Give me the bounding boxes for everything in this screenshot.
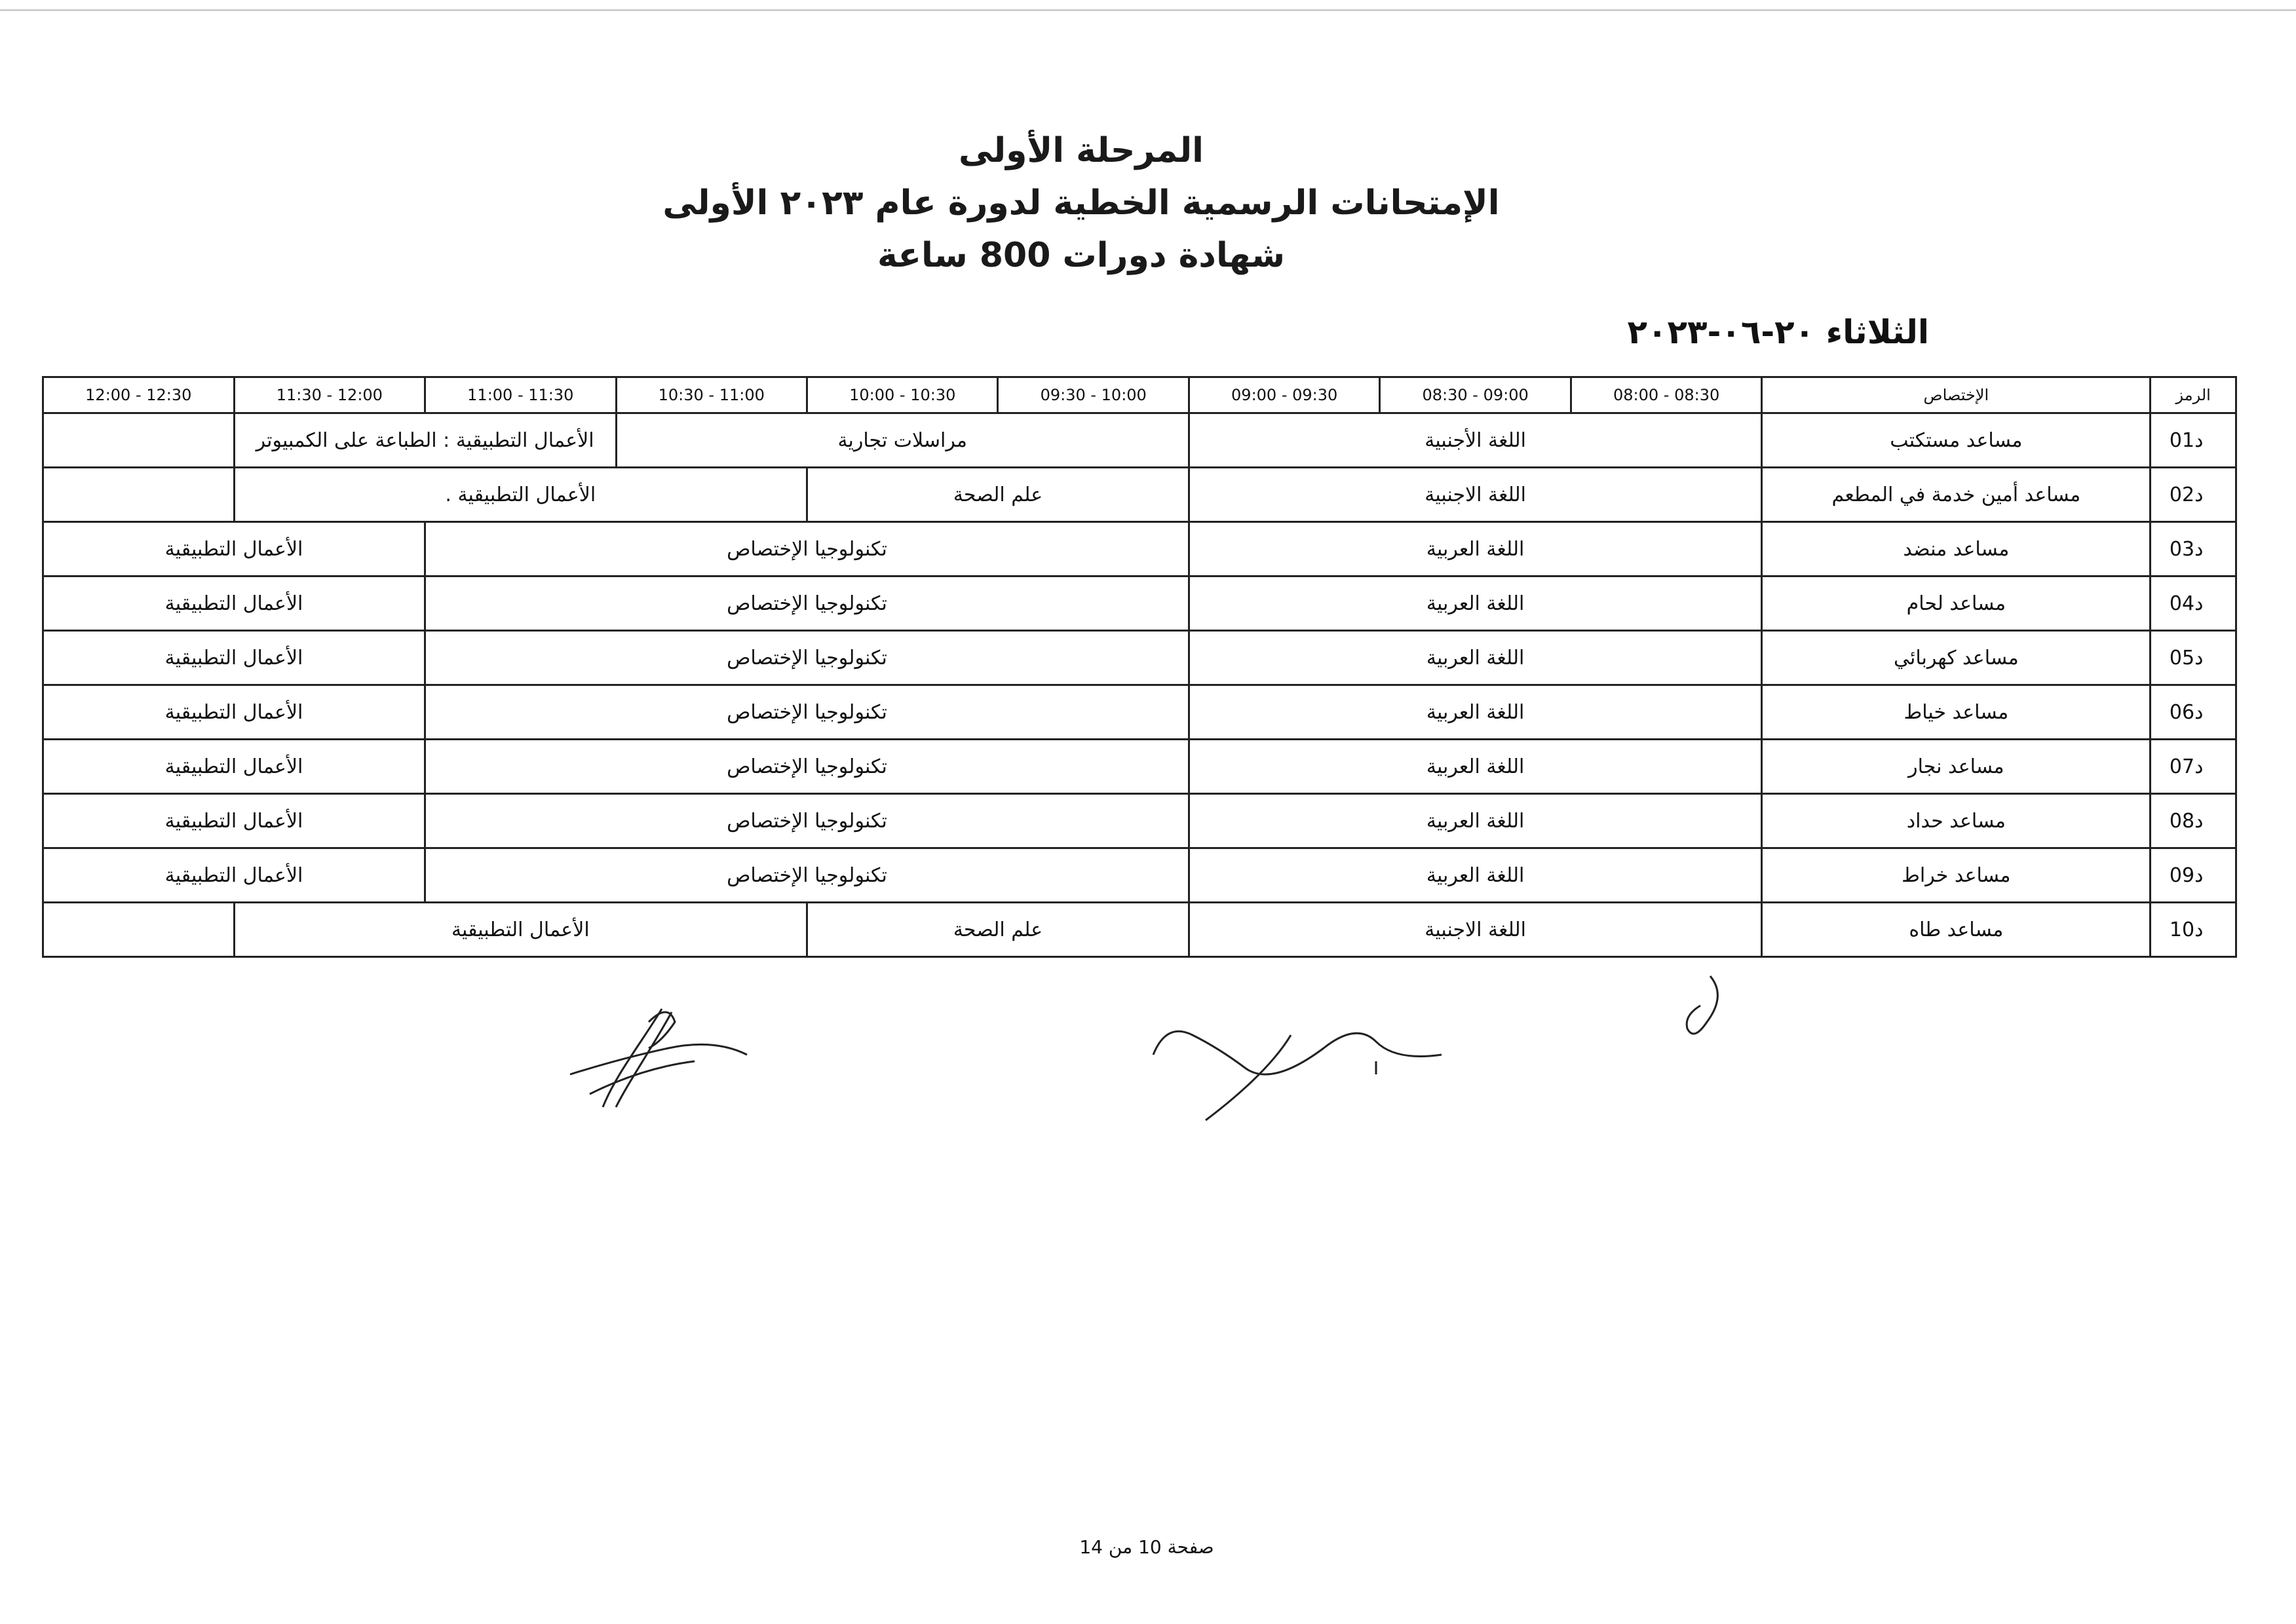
row-subject: اللغة العربية bbox=[1189, 576, 1761, 631]
table-row bbox=[43, 794, 2236, 848]
header-slot: 12:30 - 12:00 bbox=[43, 377, 235, 413]
row-subject: اللغة العربية bbox=[1189, 848, 1761, 903]
row-subject: اللغة العربية bbox=[1189, 522, 1761, 576]
header-slot: 12:00 - 11:30 bbox=[234, 377, 425, 413]
row-code: د04 bbox=[2151, 576, 2236, 631]
row-subject: تكنولوجيا الإختصاص bbox=[425, 576, 1189, 631]
table-row bbox=[43, 685, 2236, 740]
table-row bbox=[43, 468, 2236, 522]
row-subject: تكنولوجيا الإختصاص bbox=[425, 740, 1189, 794]
title-stage: المرحلة الأولى bbox=[959, 131, 1204, 170]
row-subject: الأعمال التطبيقية bbox=[43, 794, 425, 848]
row-specialty: مساعد لحام bbox=[1762, 576, 2151, 631]
row-subject: الأعمال التطبيقية . bbox=[234, 468, 807, 522]
row-subject: الأعمال التطبيقية bbox=[43, 848, 425, 903]
signature-right-mark bbox=[1671, 970, 1730, 1048]
row-subject: تكنولوجيا الإختصاص bbox=[425, 848, 1189, 903]
row-code: د08 bbox=[2151, 794, 2236, 848]
row-code: د06 bbox=[2151, 685, 2236, 740]
row-code: د01 bbox=[2151, 413, 2236, 468]
exam-date: الثلاثاء ٢٠-٠٦-٢٠٢٣ bbox=[1627, 313, 1929, 351]
table-row bbox=[43, 848, 2236, 903]
exam-schedule-table bbox=[42, 376, 2237, 958]
row-subject: تكنولوجيا الإختصاص bbox=[425, 794, 1189, 848]
row-specialty: مساعد مستكتب bbox=[1762, 413, 2151, 468]
row-specialty: مساعد حداد bbox=[1762, 794, 2151, 848]
table-row bbox=[43, 576, 2236, 631]
signature-left bbox=[564, 996, 760, 1114]
row-empty-cell bbox=[43, 413, 235, 468]
signature-middle bbox=[1140, 996, 1455, 1127]
table-row bbox=[43, 631, 2236, 685]
row-empty-cell bbox=[43, 468, 235, 522]
row-subject: اللغة العربية bbox=[1189, 794, 1761, 848]
row-subject: تكنولوجيا الإختصاص bbox=[425, 631, 1189, 685]
row-specialty: مساعد خراط bbox=[1762, 848, 2151, 903]
row-code: د09 bbox=[2151, 848, 2236, 903]
row-subject: الأعمال التطبيقية bbox=[43, 740, 425, 794]
row-specialty: مساعد خياط bbox=[1762, 685, 2151, 740]
row-subject: علم الصحة bbox=[807, 903, 1189, 957]
row-subject: اللغة العربية bbox=[1189, 740, 1761, 794]
table-row bbox=[43, 522, 2236, 576]
header-slot: 08:30 - 08:00 bbox=[1571, 377, 1761, 413]
top-rule bbox=[0, 9, 2296, 11]
table-row bbox=[43, 413, 2236, 468]
header-specialty: الإختصاص bbox=[1762, 377, 2151, 413]
row-code: د02 bbox=[2151, 468, 2236, 522]
row-subject: اللغة الاجنبية bbox=[1189, 903, 1761, 957]
row-subject: الأعمال التطبيقية bbox=[234, 903, 807, 957]
row-empty-cell bbox=[43, 903, 235, 957]
header-row bbox=[43, 377, 2236, 413]
row-subject: الأعمال التطبيقية bbox=[43, 576, 425, 631]
row-code: د05 bbox=[2151, 631, 2236, 685]
title-exams: الإمتحانات الرسمية الخطية لدورة عام ٢٠٢٣ الأولى bbox=[662, 183, 1500, 223]
header-slot: 10:30 - 10:00 bbox=[807, 377, 998, 413]
row-code: د03 bbox=[2151, 522, 2236, 576]
row-subject: اللغة العربية bbox=[1189, 631, 1761, 685]
row-subject: علم الصحة bbox=[807, 468, 1189, 522]
row-code: د10 bbox=[2151, 903, 2236, 957]
header-slot: 09:30 - 09:00 bbox=[1189, 377, 1379, 413]
row-specialty: مساعد نجار bbox=[1762, 740, 2151, 794]
table-row bbox=[43, 740, 2236, 794]
row-subject: اللغة الاجنبية bbox=[1189, 468, 1761, 522]
header-slot: 11:00 - 10:30 bbox=[616, 377, 807, 413]
row-subject: الأعمال التطبيقية bbox=[43, 685, 425, 740]
row-subject: تكنولوجيا الإختصاص bbox=[425, 685, 1189, 740]
table-row bbox=[43, 903, 2236, 957]
row-subject: اللغة الأجنبية bbox=[1189, 413, 1761, 468]
row-code: د07 bbox=[2151, 740, 2236, 794]
title-certificate: شهادة دورات 800 ساعة bbox=[877, 236, 1285, 275]
row-specialty: مساعد كهربائي bbox=[1762, 631, 2151, 685]
row-subject: مراسلات تجارية bbox=[616, 413, 1189, 468]
row-subject: اللغة العربية bbox=[1189, 685, 1761, 740]
row-subject: الأعمال التطبيقية : الطباعة على الكمبيوتر bbox=[234, 413, 616, 468]
row-specialty: مساعد منضد bbox=[1762, 522, 2151, 576]
header-slot: 10:00 - 09:30 bbox=[998, 377, 1189, 413]
row-specialty: مساعد طاه bbox=[1762, 903, 2151, 957]
row-subject: الأعمال التطبيقية bbox=[43, 522, 425, 576]
header-code: الرمز bbox=[2151, 377, 2236, 413]
row-subject: الأعمال التطبيقية bbox=[43, 631, 425, 685]
document-title-block bbox=[590, 124, 1573, 282]
row-subject: تكنولوجيا الإختصاص bbox=[425, 522, 1189, 576]
row-specialty: مساعد أمين خدمة في المطعم bbox=[1762, 468, 2151, 522]
header-slot: 11:30 - 11:00 bbox=[425, 377, 616, 413]
header-slot: 09:00 - 08:30 bbox=[1380, 377, 1571, 413]
page-number: صفحة 10 من 14 bbox=[1079, 1536, 1214, 1558]
